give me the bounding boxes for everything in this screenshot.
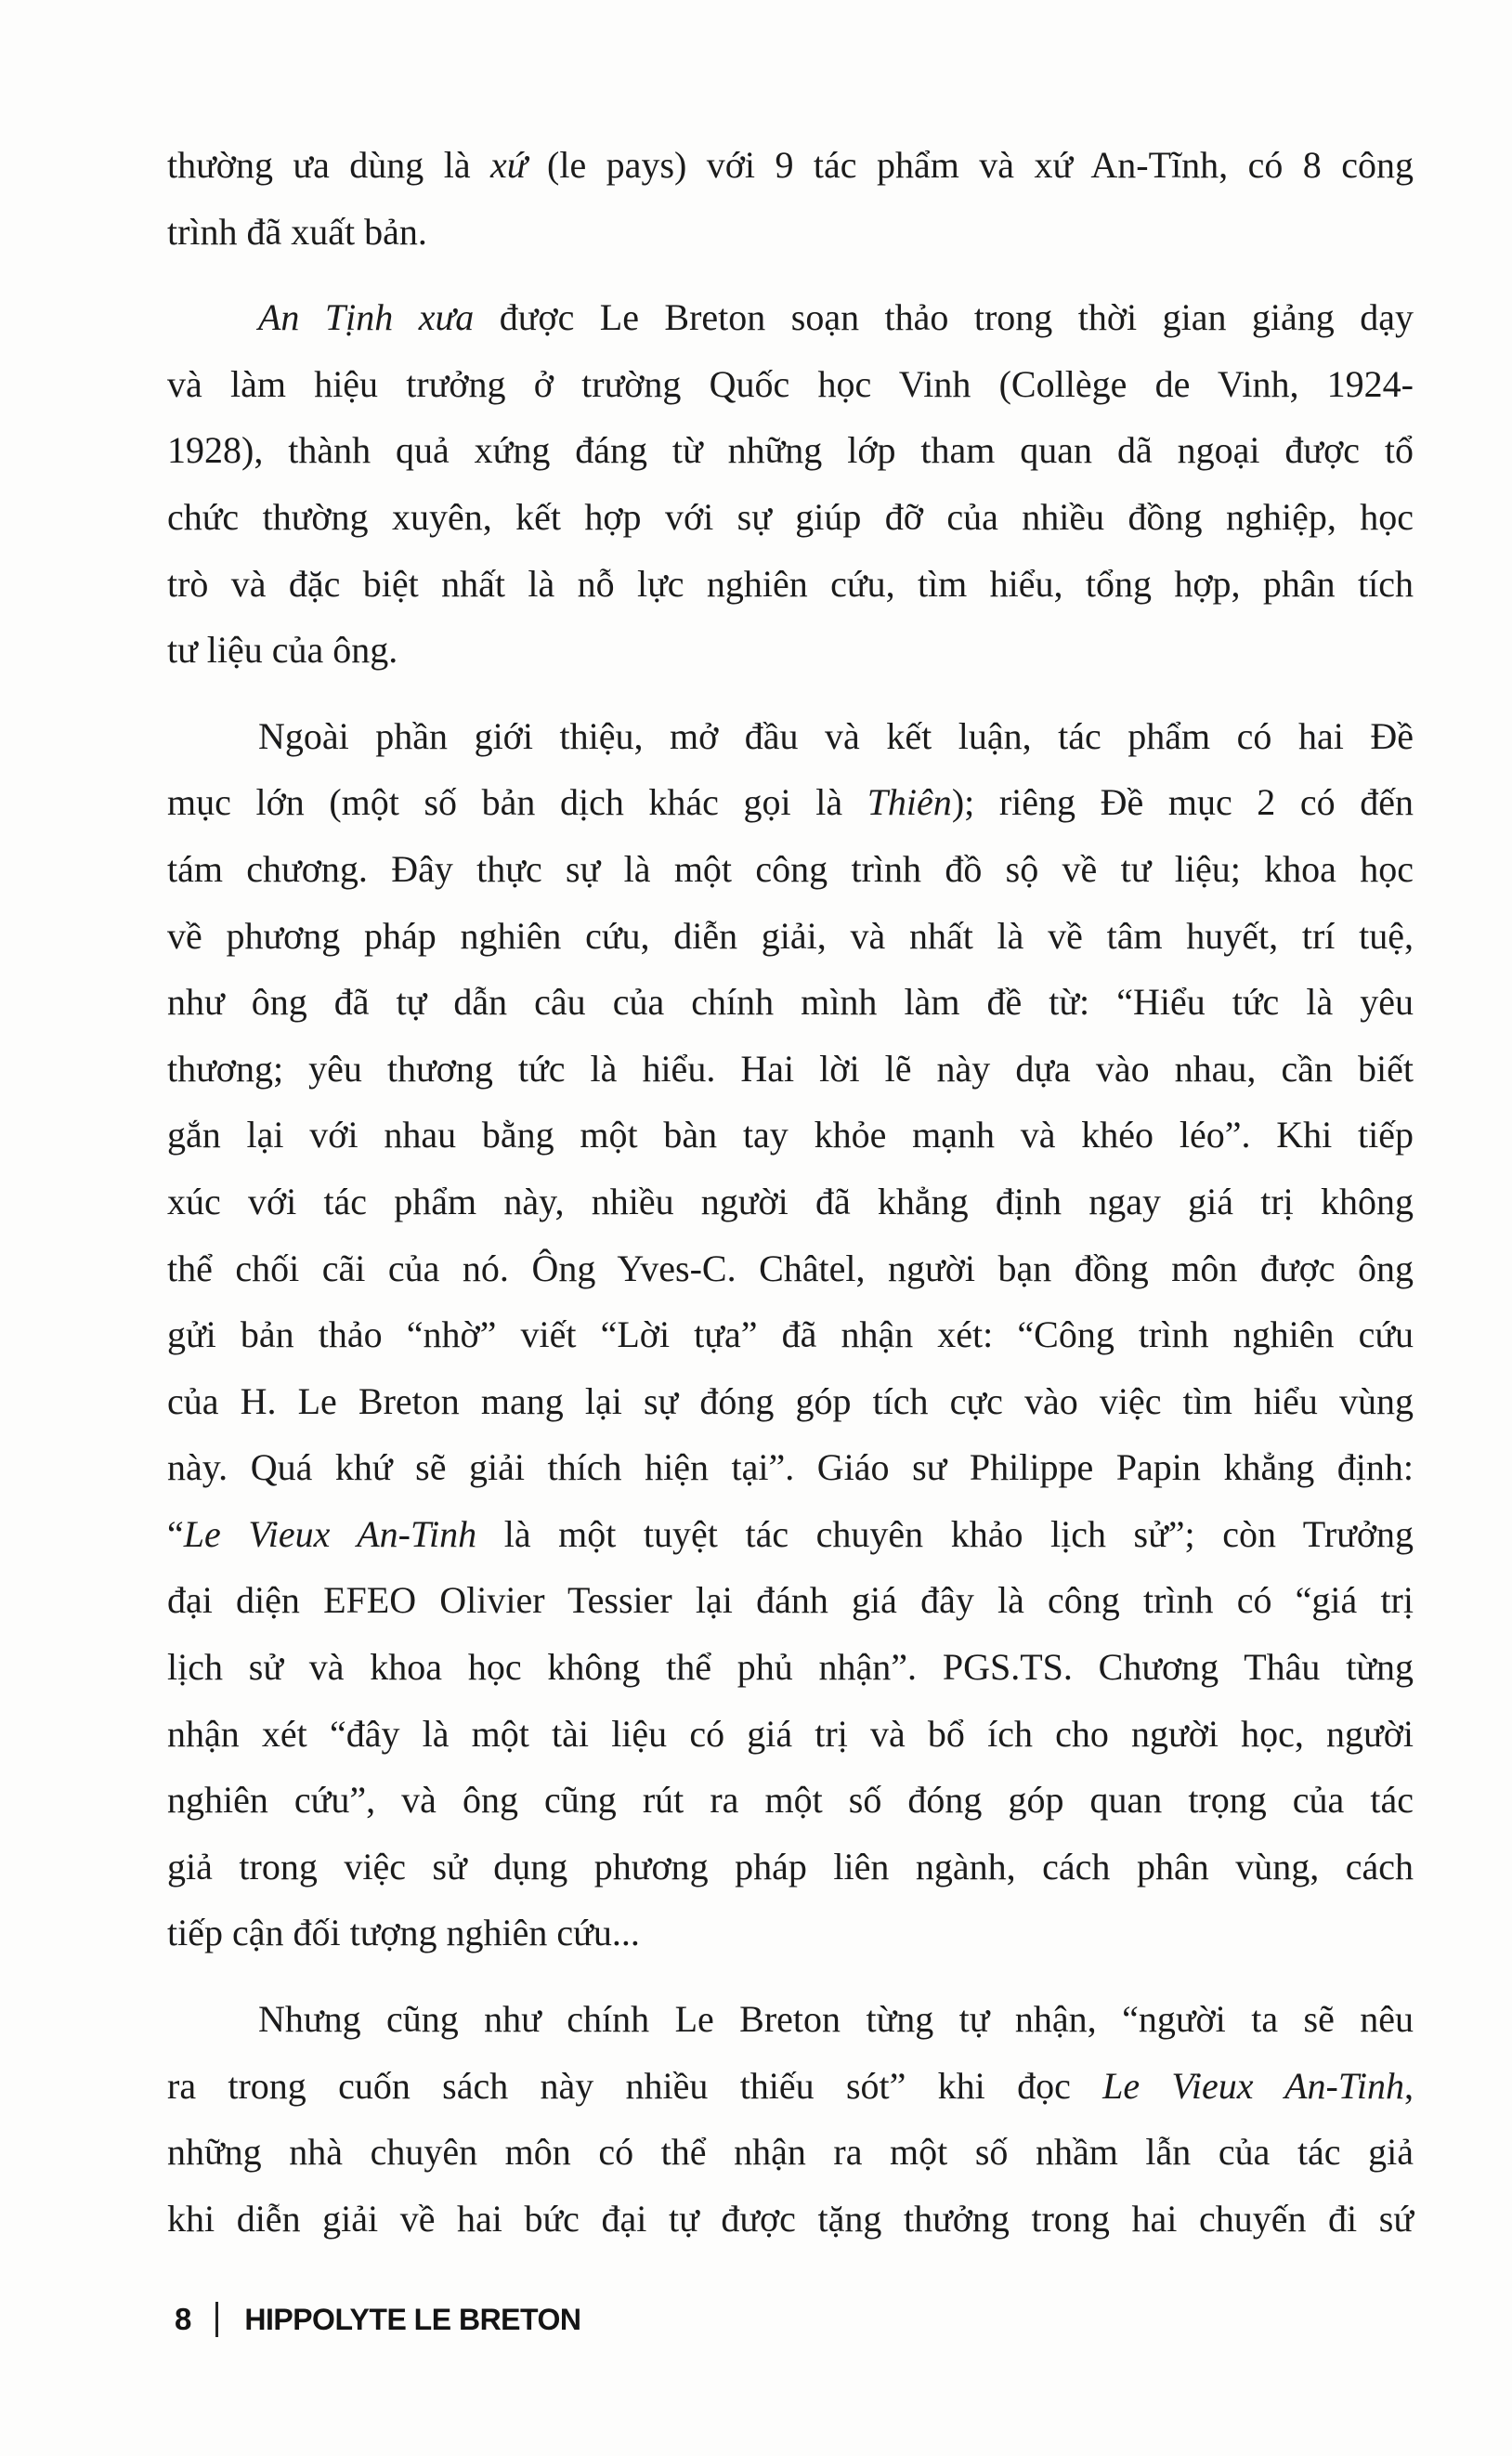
running-title: HIPPOLYTE LE BRETON: [244, 2302, 581, 2336]
text-run: Ngoài phần giới thiệu, mở đầu và kết luận, tác phẩm có hai Đề: [258, 714, 1414, 757]
italic-title: xứ: [490, 144, 528, 186]
text-line: [167, 2053, 1414, 2120]
text-line: [167, 1036, 1414, 1103]
paragraph: [167, 703, 1414, 1966]
footer-divider: [215, 2302, 218, 2337]
paragraph: [167, 284, 1414, 684]
paragraph: [167, 132, 1414, 265]
text-line: [167, 1701, 1414, 1768]
text-run: này. Quá khứ sẽ giải thích hiện tại”. Giáo sư Philippe Papin khẳng định:: [167, 1446, 1414, 1489]
text-line: [167, 1434, 1414, 1501]
text-line: [167, 1900, 1414, 1966]
paragraph: [167, 1986, 1414, 2252]
text-line: [167, 1634, 1414, 1701]
text-run: chức thường xuyên, kết hợp với sự giúp đỡ của nhiều đồng nghiệp, học: [167, 495, 1414, 538]
text-line: [167, 703, 1414, 770]
text-run: Nhưng cũng như chính Le Breton từng tự nhận, “người ta sẽ nêu: [258, 1998, 1414, 2041]
text-line: [167, 1169, 1414, 1235]
text-run: nghiên cứu”, và ông cũng rút ra một số đóng góp quan trọng của tác: [167, 1779, 1414, 1822]
text-line: [167, 1102, 1414, 1169]
text-line: [167, 551, 1414, 618]
text-run: đại diện EFEO Olivier Tessier lại đánh giá đây là công trình có “giá trị: [167, 1579, 1414, 1622]
text-line: [167, 417, 1414, 484]
text-run: lịch sử và khoa học không thể phủ nhận”. PGS.TS. Chương Thâu từng: [167, 1646, 1414, 1689]
text-line: [167, 617, 1414, 684]
text-line: [167, 1301, 1414, 1368]
text-line: [167, 1235, 1414, 1302]
text-run: thương; yêu thương tức là hiểu. Hai lời lẽ này dựa vào nhau, cần biết: [167, 1047, 1414, 1090]
text-line: [167, 484, 1414, 551]
text-line: [167, 2119, 1414, 2186]
italic-title: An Tịnh xưa: [258, 296, 475, 339]
text-run: mục lớn (một số bản dịch khác gọi là: [167, 781, 867, 824]
text-run: tám chương. Đây thực sự là một công trình đồ sộ về tư liệu; khoa học: [167, 847, 1414, 890]
text-line: [167, 1368, 1414, 1435]
text-run: và làm hiệu trưởng ở trường Quốc học Vinh (Collège de Vinh, 1924-: [167, 362, 1414, 405]
text-line: [167, 1767, 1414, 1834]
text-run: trò và đặc biệt nhất là nỗ lực nghiên cứu, tìm hiểu, tổng hợp, phân tích: [167, 562, 1414, 605]
text-run: giả trong việc sử dụng phương pháp liên ngành, cách phân vùng, cách: [167, 1845, 1414, 1888]
text-line: [167, 199, 1414, 266]
page-number: 8: [175, 2302, 192, 2336]
text-run: thể chối cãi của nó. Ông Yves-C. Châtel, người bạn đồng môn được ông: [167, 1247, 1414, 1289]
text-run: những nhà chuyên môn có thể nhận ra một số nhầm lẫn của tác giả: [167, 2131, 1414, 2174]
text-run: của H. Le Breton mang lại sự đóng góp tích cực vào việc tìm hiểu vùng: [167, 1379, 1414, 1422]
text-line: [167, 969, 1414, 1036]
text-run: là một tuyệt tác chuyên khảo lịch sử”; còn Trưởng: [476, 1512, 1414, 1555]
text-run: “: [167, 1512, 184, 1555]
text-run: nhận xét “đây là một tài liệu có giá trị và bổ ích cho người học, người: [167, 1712, 1414, 1755]
page-footer: [175, 2298, 580, 2341]
text-line: [167, 769, 1414, 836]
text-run: ); riêng Đề mục 2 có đến: [951, 781, 1414, 824]
text-run: ,: [1404, 2064, 1414, 2107]
text-line: [167, 1834, 1414, 1901]
text-run: về phương pháp nghiên cứu, diễn giải, và nhất là về tâm huyết, trí tuệ,: [167, 914, 1414, 957]
text-line: [167, 132, 1414, 199]
text-line: [167, 1501, 1414, 1568]
text-line: [167, 903, 1414, 970]
text-run: tư liệu của ông.: [167, 629, 398, 672]
text-run: tiếp cận đối tượng nghiên cứu...: [167, 1912, 640, 1954]
italic-title: Le Vieux An-Tinh: [1102, 2064, 1404, 2107]
text-run: gắn lại với nhau bằng một bàn tay khỏe mạnh và khéo léo”. Khi tiếp: [167, 1114, 1414, 1156]
text-line: [167, 2186, 1414, 2253]
italic-title: Thiên: [867, 781, 952, 824]
text-run: khi diễn giải về hai bức đại tự được tặng thưởng trong hai chuyến đi sứ: [167, 2197, 1414, 2240]
italic-title: Le Vieux An-Tinh: [183, 1512, 477, 1555]
text-run: ra trong cuốn sách này nhiều thiếu sót” khi đọc: [167, 2064, 1103, 2107]
text-run: được Le Breton soạn thảo trong thời gian giảng dạy: [474, 296, 1414, 339]
text-line: [167, 1986, 1414, 2053]
text-line: [167, 1567, 1414, 1634]
text-run: thường ưa dùng là: [167, 144, 491, 186]
text-line: [167, 284, 1414, 351]
text-run: 1928), thành quả xứng đáng từ những lớp tham quan dã ngoại được tổ: [167, 429, 1414, 472]
text-line: [167, 351, 1414, 418]
text-run: (le pays) với 9 tác phẩm và xứ An-Tĩnh, có 8 công: [527, 144, 1414, 186]
text-run: trình đã xuất bản.: [167, 210, 427, 253]
body-text: [167, 132, 1414, 2271]
text-run: xúc với tác phẩm này, nhiều người đã khẳng định ngay giá trị không: [167, 1180, 1414, 1222]
text-run: như ông đã tự dẫn câu của chính mình làm đề từ: “Hiểu tức là yêu: [167, 981, 1414, 1024]
text-line: [167, 836, 1414, 903]
text-run: gửi bản thảo “nhờ” viết “Lời tựa” đã nhận xét: “Công trình nghiên cứu: [167, 1313, 1414, 1356]
